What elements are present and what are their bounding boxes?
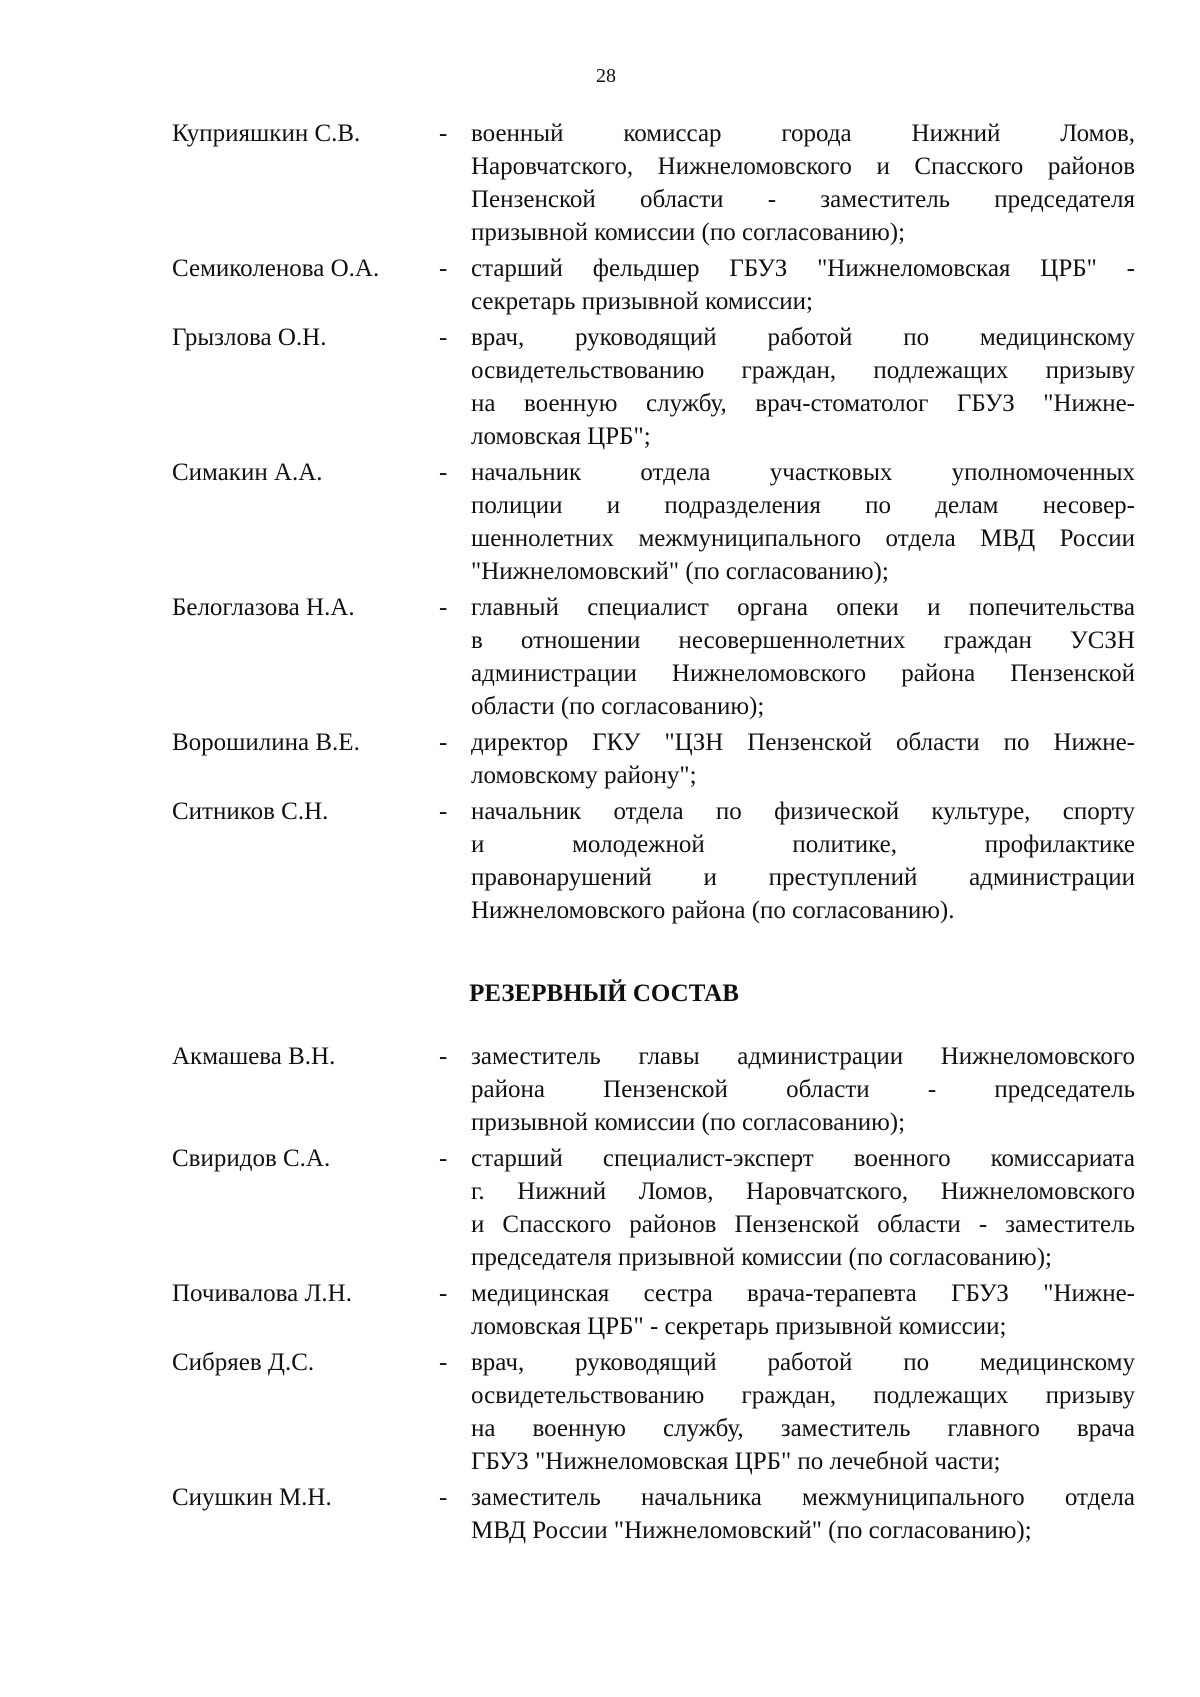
dash-separator: - bbox=[439, 120, 448, 147]
member-position bbox=[471, 1277, 1135, 1343]
member-name: Акмашева В.Н. bbox=[172, 1043, 336, 1070]
member-position bbox=[471, 795, 1135, 927]
member-row bbox=[172, 321, 1135, 453]
member-row bbox=[172, 1277, 1135, 1343]
page-number: 28 bbox=[596, 65, 616, 87]
member-name: Сибряев Д.С. bbox=[172, 1349, 315, 1376]
position-line: заместитель главы администрации Нижнеломовского bbox=[471, 1043, 1135, 1070]
position-line: Пензенской области - заместитель председателя bbox=[471, 186, 1135, 213]
position-line: МВД России "Нижнеломовский" (по согласованию); bbox=[471, 1517, 1032, 1544]
position-line: призывной комиссии (по согласованию); bbox=[471, 1109, 906, 1136]
member-row bbox=[172, 1346, 1135, 1478]
position-line: в отношении несовершеннолетних граждан УСЗН bbox=[471, 627, 1135, 654]
position-line: правонарушений и преступлений администрации bbox=[471, 864, 1135, 891]
member-name: Куприяшкин С.В. bbox=[172, 120, 361, 147]
member-position bbox=[471, 1481, 1135, 1547]
dash-separator: - bbox=[439, 1484, 448, 1511]
position-line: шеннолетних межмуниципального отдела МВД России bbox=[471, 525, 1135, 552]
member-name: Почивалова Л.Н. bbox=[172, 1280, 352, 1307]
member-name: Ворошилина В.Е. bbox=[172, 729, 360, 756]
member-row bbox=[172, 591, 1135, 723]
member-name: Семиколенова О.А. bbox=[172, 255, 380, 282]
position-line: главный специалист органа опеки и попечительства bbox=[471, 594, 1135, 621]
position-line: Нижнеломовского района (по согласованию). bbox=[471, 897, 955, 924]
member-position bbox=[471, 1142, 1135, 1274]
position-line: ломовскому району"; bbox=[471, 762, 697, 789]
position-line: освидетельствованию граждан, подлежащих призыву bbox=[471, 357, 1135, 384]
position-line: начальник отдела по физической культуре, спорту bbox=[471, 798, 1135, 825]
dash-separator: - bbox=[439, 255, 448, 282]
member-row bbox=[172, 1481, 1135, 1547]
position-line: г. Нижний Ломов, Наровчатского, Нижнеломовского bbox=[471, 1178, 1135, 1205]
member-row bbox=[172, 456, 1135, 588]
position-line: ломовская ЦРБ" - секретарь призывной комиссии; bbox=[471, 1313, 1007, 1340]
position-line: полиции и подразделения по делам несовер- bbox=[471, 492, 1135, 519]
position-line: медицинская сестра врача-терапевта ГБУЗ "Нижне- bbox=[471, 1280, 1135, 1307]
dash-separator: - bbox=[439, 729, 448, 756]
member-name: Грызлова О.Н. bbox=[172, 324, 327, 351]
dash-separator: - bbox=[439, 1280, 448, 1307]
member-name: Белоглазова Н.А. bbox=[172, 594, 355, 621]
member-position bbox=[471, 1346, 1135, 1478]
position-line: освидетельствованию граждан, подлежащих призыву bbox=[471, 1382, 1135, 1409]
member-position bbox=[471, 456, 1135, 588]
member-name: Симакин А.А. bbox=[172, 459, 323, 486]
dash-separator: - bbox=[439, 1349, 448, 1376]
member-position bbox=[471, 591, 1135, 723]
position-line: секретарь призывной комиссии; bbox=[471, 288, 813, 315]
position-line: и молодежной политике, профилактике bbox=[471, 831, 1135, 858]
position-line: председателя призывной комиссии (по согласованию); bbox=[471, 1244, 1052, 1271]
commission-main-members-list bbox=[172, 117, 1135, 927]
position-line: старший специалист-эксперт военного комиссариата bbox=[471, 1145, 1135, 1172]
member-row bbox=[172, 117, 1135, 249]
position-line: ГБУЗ "Нижнеломовская ЦРБ" по лечебной части; bbox=[471, 1448, 1001, 1475]
dash-separator: - bbox=[439, 594, 448, 621]
position-line: старший фельдшер ГБУЗ "Нижнеломовская ЦРБ" - bbox=[471, 255, 1135, 282]
reserve-section-heading: РЕЗЕРВНЫЙ СОСТАВ bbox=[469, 980, 739, 1007]
position-line: администрации Нижнеломовского района Пензенской bbox=[471, 660, 1135, 687]
position-line: на военную службу, врач-стоматолог ГБУЗ "Нижне- bbox=[471, 390, 1135, 417]
position-line: врач, руководящий работой по медицинскому bbox=[471, 324, 1135, 351]
position-line: области (по согласованию); bbox=[471, 693, 765, 720]
member-position bbox=[471, 1040, 1135, 1139]
position-line: ломовская ЦРБ"; bbox=[471, 423, 651, 450]
position-line: заместитель начальника межмуниципального отдела bbox=[471, 1484, 1135, 1511]
position-line: "Нижнеломовский" (по согласованию); bbox=[471, 558, 889, 585]
position-line: на военную службу, заместитель главного врача bbox=[471, 1415, 1135, 1442]
member-row bbox=[172, 795, 1135, 927]
dash-separator: - bbox=[439, 459, 448, 486]
dash-separator: - bbox=[439, 1043, 448, 1070]
member-position bbox=[471, 117, 1135, 249]
member-row bbox=[172, 252, 1135, 318]
position-line: военный комиссар города Нижний Ломов, bbox=[471, 120, 1135, 147]
member-position bbox=[471, 321, 1135, 453]
member-position bbox=[471, 726, 1135, 792]
dash-separator: - bbox=[439, 324, 448, 351]
position-line: врач, руководящий работой по медицинскому bbox=[471, 1349, 1135, 1376]
dash-separator: - bbox=[439, 1145, 448, 1172]
member-row bbox=[172, 1142, 1135, 1274]
member-row bbox=[172, 726, 1135, 792]
position-line: и Спасского районов Пензенской области - заместитель bbox=[471, 1211, 1135, 1238]
position-line: призывной комиссии (по согласованию); bbox=[471, 219, 906, 246]
position-line: начальник отдела участковых уполномоченных bbox=[471, 459, 1135, 486]
position-line: Наровчатского, Нижнеломовского и Спасского районов bbox=[471, 153, 1135, 180]
position-line: района Пензенской области - председатель bbox=[471, 1076, 1135, 1103]
member-row bbox=[172, 1040, 1135, 1139]
member-name: Ситников С.Н. bbox=[172, 798, 329, 825]
member-position bbox=[471, 252, 1135, 318]
member-name: Сиушкин М.Н. bbox=[172, 1484, 332, 1511]
position-line: директор ГКУ "ЦЗН Пензенской области по Нижне- bbox=[471, 729, 1135, 756]
member-name: Свиридов С.А. bbox=[172, 1145, 331, 1172]
commission-reserve-members-list bbox=[172, 1040, 1135, 1547]
dash-separator: - bbox=[439, 798, 448, 825]
